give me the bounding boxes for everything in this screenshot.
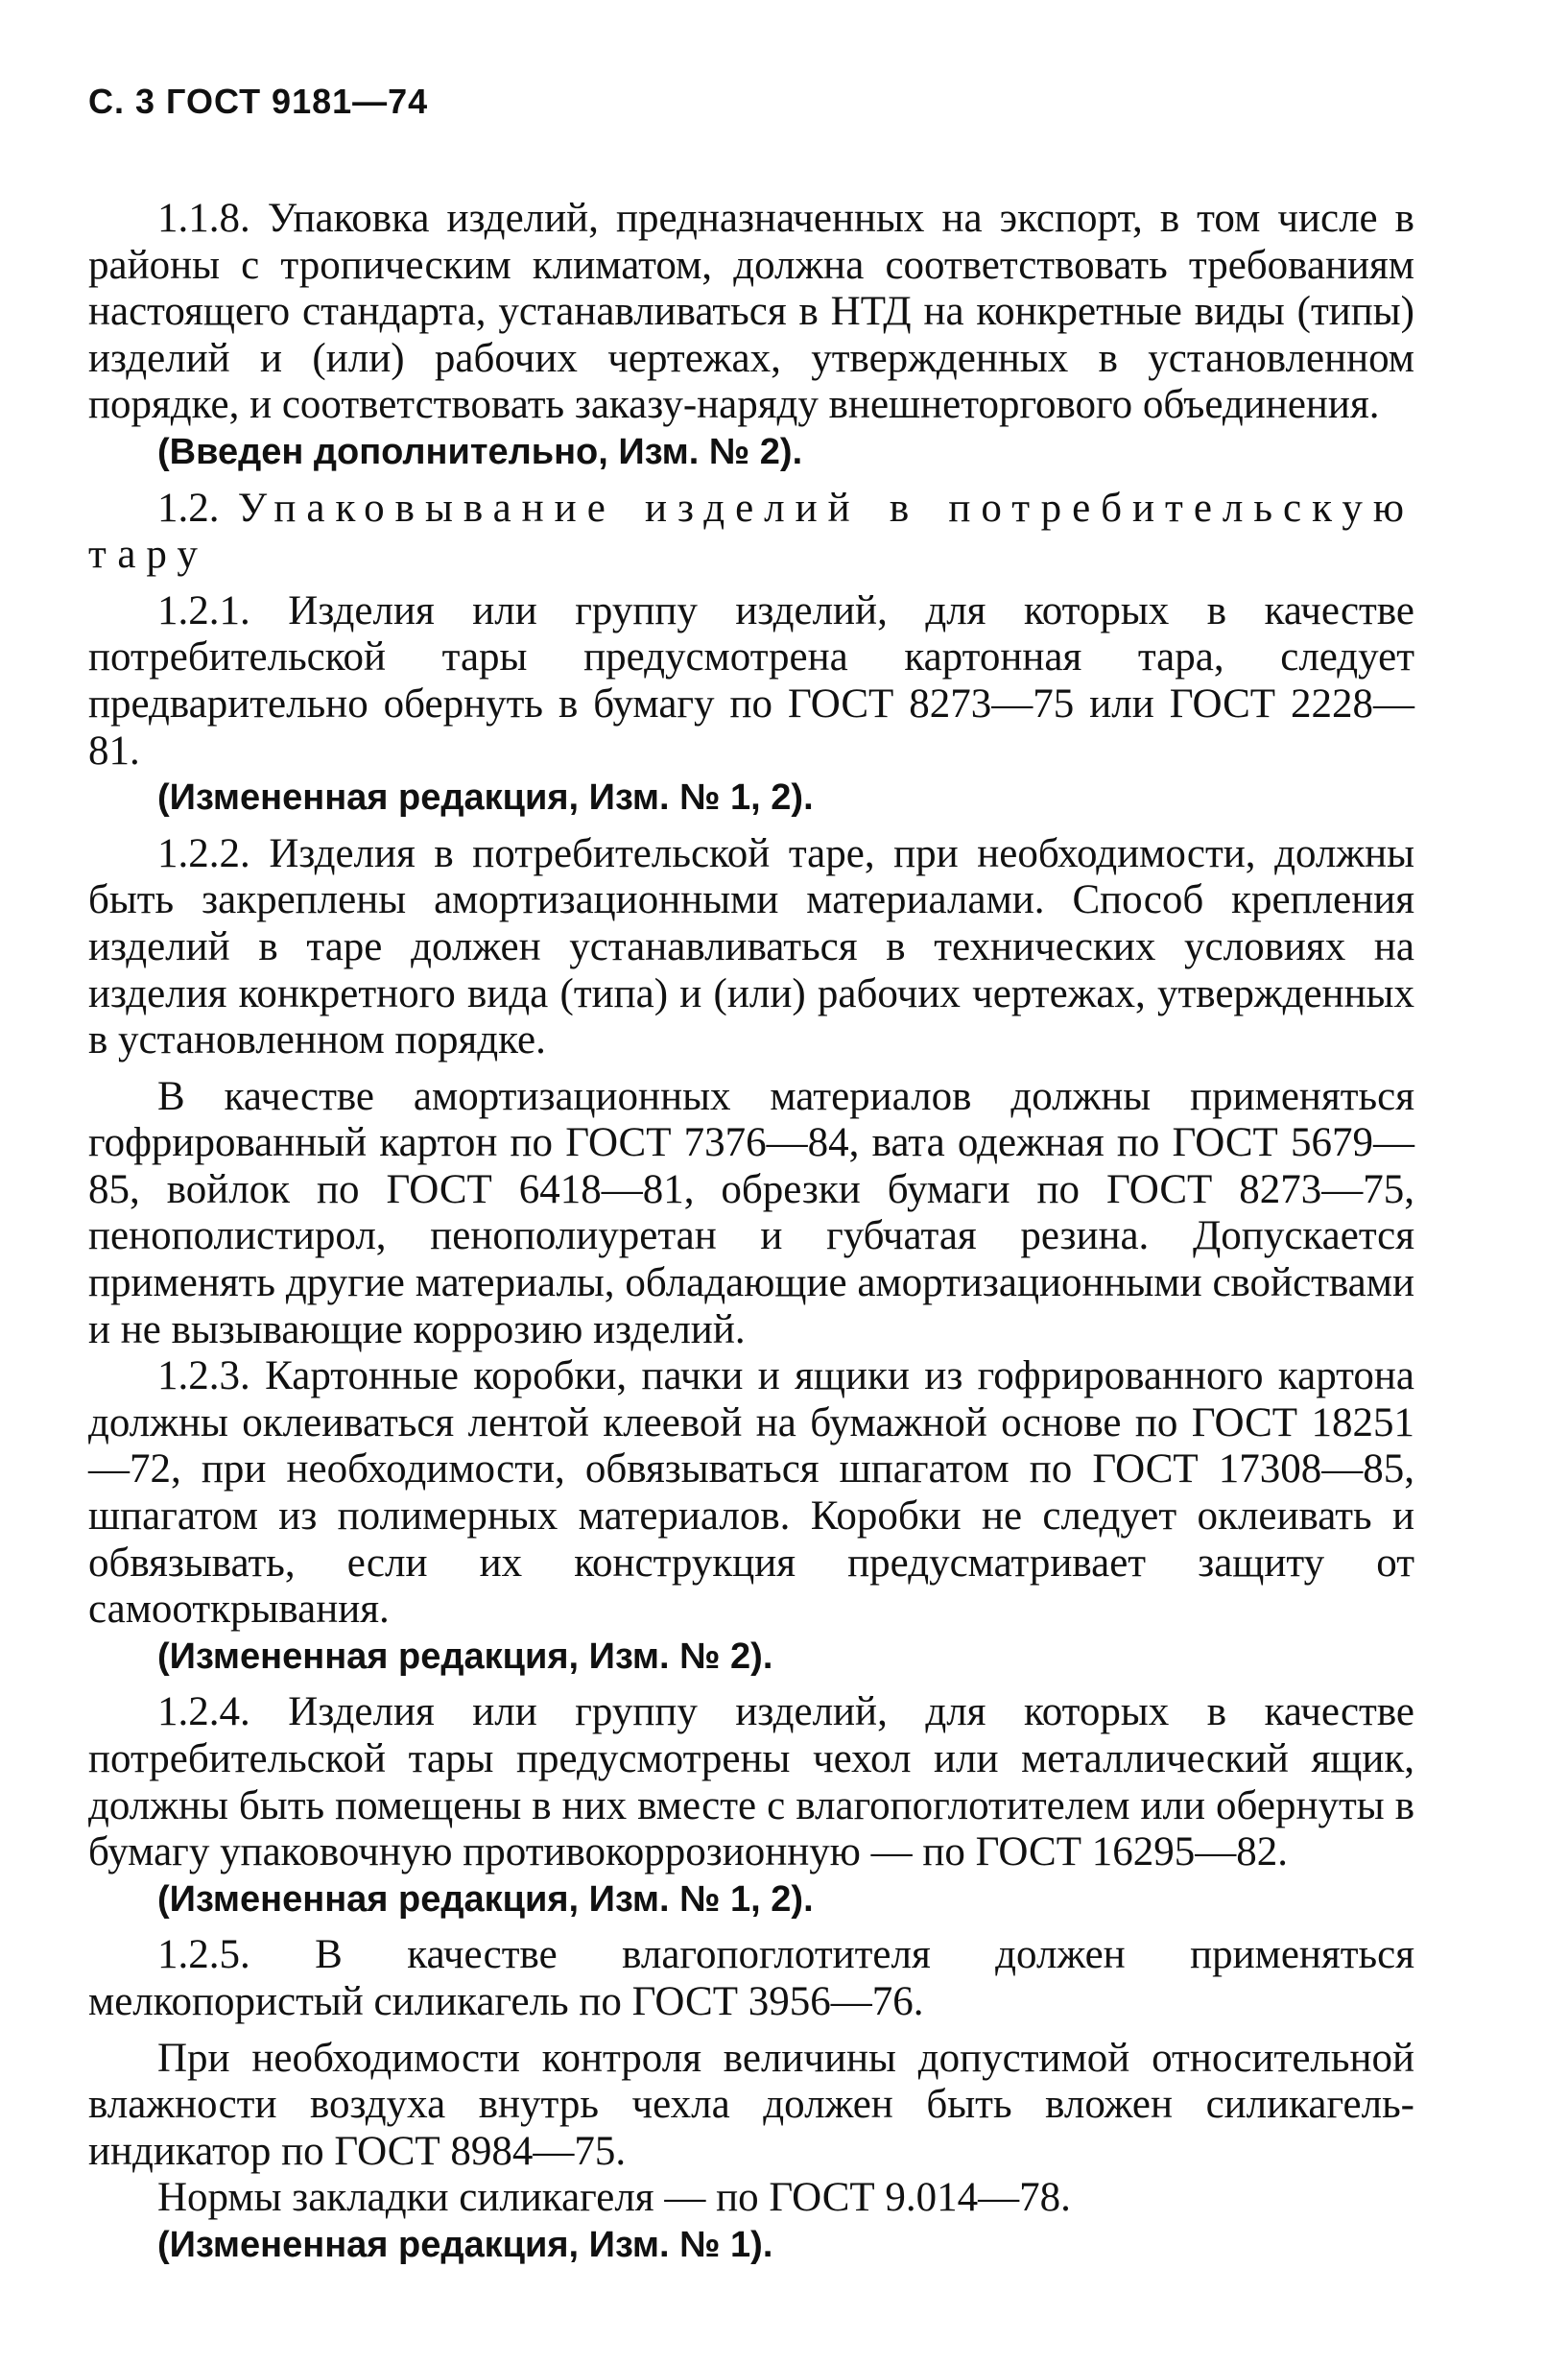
paragraph-1-2-2-materials: В качестве амортизационных материалов должны применяться гофрированный картон по ГОСТ 7376—84, вата одежная по ГОСТ 5679—85, войлок по ГОСТ 6418—81, обрезки бумаги по ГОСТ 8273—75, пенополистирол, пенополиуретан и губчатая резина. Допускается применять другие материалы, обладающие амортизационными свойствами и не вызывающие коррозию изделий.	[88, 1073, 1414, 1352]
amendment-note: (Измененная редакция, Изм. № 1, 2).	[157, 1878, 814, 1920]
amendment-note: (Измененная редакция, Изм. № 2).	[157, 1636, 773, 1677]
section-heading-1-2	[88, 486, 1414, 579]
document-body	[88, 196, 1414, 2269]
paragraph-1-2-5-norms: Нормы закладки силикагеля — по ГОСТ 9.014—78.	[157, 2175, 1071, 2221]
paragraph-1-2-5: 1.2.5. В качестве влагопоглотителя должен применяться мелкопористый силикагель по ГОСТ 3956—76.	[88, 1932, 1414, 2024]
paragraph-1-2-5-indicator: При необходимости контроля величины допустимой относительной влажности воздуха внутрь чехла должен быть вложен силикагель-индикатор по ГОСТ 8984—75.	[88, 2035, 1414, 2174]
paragraph-1-2-3: 1.2.3. Картонные коробки, пачки и ящики из гофрированного картона должны оклеиваться лентой клеевой на бумажной основе по ГОСТ 18251—72, при необходимости, обвязываться шпагатом по ГОСТ 17308—85, шпагатом из полимерных материалов. Коробки не следует оклеивать и обвязывать, если их конструкция предусматривает защиту от самооткрывания.	[88, 1353, 1414, 1633]
section-number: 1.2.	[157, 485, 238, 531]
paragraph-1-2-1: 1.2.1. Изделия или группу изделий, для которых в качестве потребительской тары предусмотрена картонная тара, следует предварительно обернуть в бумагу по ГОСТ 8273—75 или ГОСТ 2228—81.	[88, 587, 1414, 774]
page-header: С. 3 ГОСТ 9181—74	[88, 82, 429, 121]
paragraph-1-1-8: 1.1.8. Упаковка изделий, предназначенных на экспорт, в том числе в районы с тропическим климатом, должна соответствовать требованиям настоящего стандарта, устанавливаться в НТД на конкретные виды (типы) изделий и (или) рабочих чертежах, утвержденных в установленном порядке, и соответствовать заказу-наряду внешнеторгового объединения.	[88, 196, 1414, 428]
paragraph-1-2-2: 1.2.2. Изделия в потребительской таре, при необходимости, должны быть закреплены амортизационными материалами. Способ крепления изделий в таре должен устанавливаться в технических условиях на изделия конкретного вида (типа) и (или) рабочих чертежах, утвержденных в установленном порядке.	[88, 830, 1414, 1063]
amendment-note: (Измененная редакция, Изм. № 1).	[157, 2224, 773, 2265]
section-title: Упаковывание изделий в потребительскую тару	[88, 485, 1414, 578]
paragraph-1-2-4: 1.2.4. Изделия или группу изделий, для которых в качестве потребительской тары предусмотрены чехол или металлический ящик, должны быть помещены в них вместе с влагопоглотителем или обернуты в бумагу упаковочную противокоррозионную — по ГОСТ 16295—82.	[88, 1689, 1414, 1875]
amendment-note: (Введен дополнительно, Изм. № 2).	[157, 431, 803, 472]
amendment-note: (Измененная редакция, Изм. № 1, 2).	[157, 777, 814, 819]
